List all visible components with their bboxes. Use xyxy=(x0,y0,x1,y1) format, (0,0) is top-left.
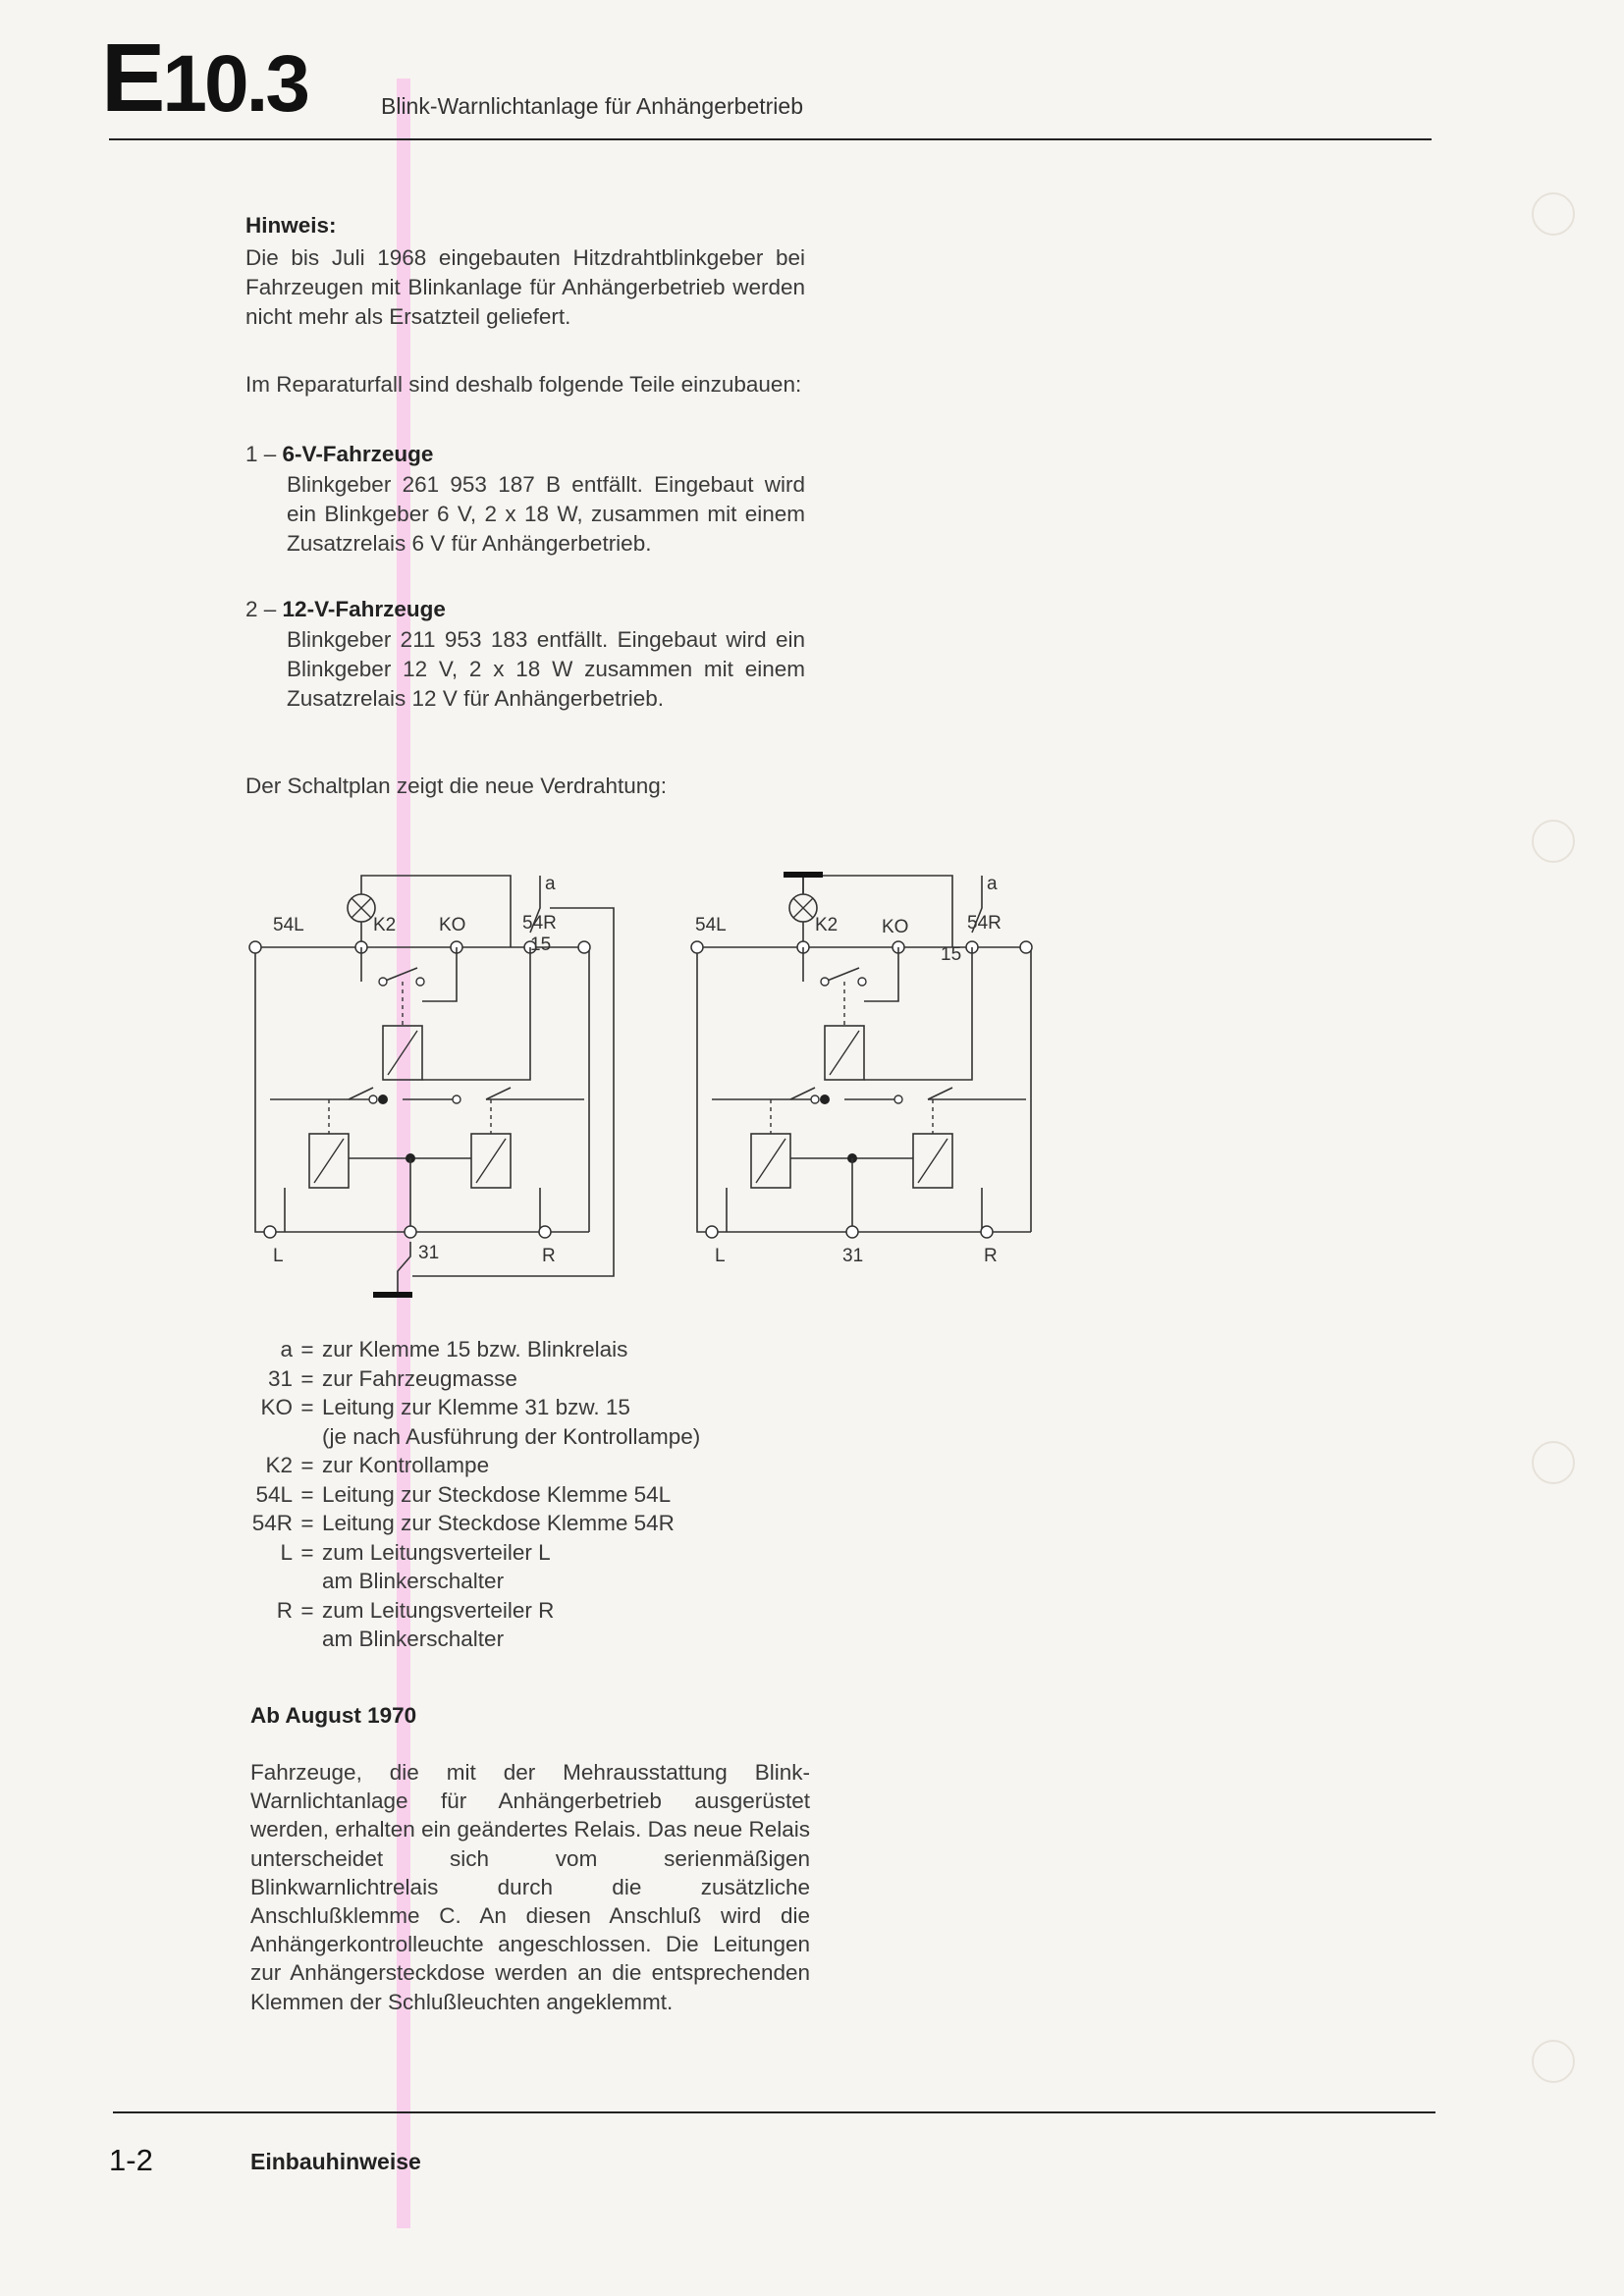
note-heading: Hinweis: xyxy=(245,213,337,238)
page-title: Blink-Warnlichtanlage für Anhängerbetrieb xyxy=(381,93,804,119)
ground-icon xyxy=(784,872,823,878)
legend-row: 54L = Leitung zur Steckdose Klemme 54L xyxy=(255,1481,672,1507)
legend-row: KO = Leitung zur Klemme 31 bzw. 15 xyxy=(260,1395,630,1419)
circuit-right xyxy=(691,872,1032,1266)
svg-text:54R: 54R xyxy=(522,913,557,934)
legend-row-continued: am Blinkerschalter xyxy=(322,1569,505,1593)
svg-text:K2: K2 xyxy=(815,915,839,935)
note-paragraph-2: Im Reparaturfall sind deshalb folgende Teile einzubauen: xyxy=(245,372,802,397)
svg-text:L: L xyxy=(273,1246,284,1266)
svg-text:54R: 54R xyxy=(967,913,1001,934)
punch-hole xyxy=(1532,192,1575,236)
svg-text:a: a xyxy=(545,874,556,894)
footer-divider xyxy=(113,2111,1435,2113)
item-1-text: Blinkgeber 261 953 187 B entfällt. Eingebaut wird ein Blinkgeber 6 V, 2 x 18 W, zusammen mit einem Zusatzrelais 6 V für Anhängerbetrieb. xyxy=(287,472,805,556)
header-divider xyxy=(109,138,1432,140)
svg-text:R: R xyxy=(542,1246,556,1266)
diagram-legend xyxy=(245,1335,854,1654)
svg-text:15: 15 xyxy=(530,934,552,955)
circuit-left xyxy=(249,874,614,1298)
legend-row: 54R = Leitung zur Steckdose Klemme 54R xyxy=(251,1511,675,1535)
footer-label: Einbauhinweise xyxy=(250,2149,421,2174)
section-number: E10.3 xyxy=(101,24,307,132)
svg-text:K2: K2 xyxy=(373,915,397,935)
legend-row: R = zum Leitungsverteiler R xyxy=(276,1597,555,1623)
legend-row: L = zum Leitungsverteiler L xyxy=(280,1539,551,1565)
wiring-diagram xyxy=(236,854,1060,1315)
punch-hole xyxy=(1532,1441,1575,1484)
svg-text:15: 15 xyxy=(941,944,962,965)
svg-text:KO: KO xyxy=(882,917,909,937)
legend-row: K2 = zur Kontrollampe xyxy=(265,1453,490,1477)
note-paragraph-1: Die bis Juli 1968 eingebauten Hitzdrahtblinkgeber bei Fahrzeugen mit Blinkanlage für Anhängerbetrieb werden nicht mehr als Ersatzteil geliefert. xyxy=(245,245,805,329)
page-number: 1-2 xyxy=(109,2143,153,2177)
legend-row: a = zur Klemme 15 bzw. Blinkrelais xyxy=(280,1337,628,1362)
legend-row-continued: (je nach Ausführung der Kontrollampe) xyxy=(322,1423,701,1449)
svg-text:31: 31 xyxy=(842,1246,864,1266)
legend-row-continued: am Blinkerschalter xyxy=(322,1627,505,1651)
august-heading: Ab August 1970 xyxy=(250,1703,417,1728)
svg-text:31: 31 xyxy=(418,1243,440,1263)
svg-text:54L: 54L xyxy=(273,915,304,935)
legend-row: 31 = zur Fahrzeugmasse xyxy=(267,1365,517,1391)
item-2-heading: 2 – 12-V-Fahrzeuge xyxy=(245,597,446,621)
ground-icon xyxy=(373,1292,412,1298)
diagram-intro: Der Schaltplan zeigt die neue Verdrahtung: xyxy=(245,774,668,798)
svg-text:54L: 54L xyxy=(695,915,727,935)
item-2-text: Blinkgeber 211 953 183 entfällt. Eingebaut wird ein Blinkgeber 12 V, 2 x 18 W zusammen mit einem Zusatzrelais 12 V für Anhängerbetrieb. xyxy=(287,627,805,711)
punch-hole xyxy=(1532,820,1575,863)
svg-text:R: R xyxy=(984,1246,998,1266)
svg-text:KO: KO xyxy=(439,915,466,935)
svg-text:L: L xyxy=(715,1246,726,1266)
august-paragraph: Fahrzeuge, die mit der Mehrausstattung Blink-Warnlichtanlage für Anhängerbetrieb ausgerüstet werden, erhalten ein geändertes Relais. Das neue Relais unterscheidet sich vom serienmäßigen Blinkwarnlichtrelais durch die zusätzliche Anschlußklemme C. An diesen Anschluß wird die Anhängerkontrolleuchte angeschlossen. Die Leitungen zur Anhängersteckdose werden an die entsprechenden Klemmen der Schlußleuchten angeklemmt. xyxy=(250,1760,810,2014)
svg-text:a: a xyxy=(987,874,998,894)
punch-hole xyxy=(1532,2040,1575,2083)
item-1-heading: 1 – 6-V-Fahrzeuge xyxy=(245,442,434,466)
